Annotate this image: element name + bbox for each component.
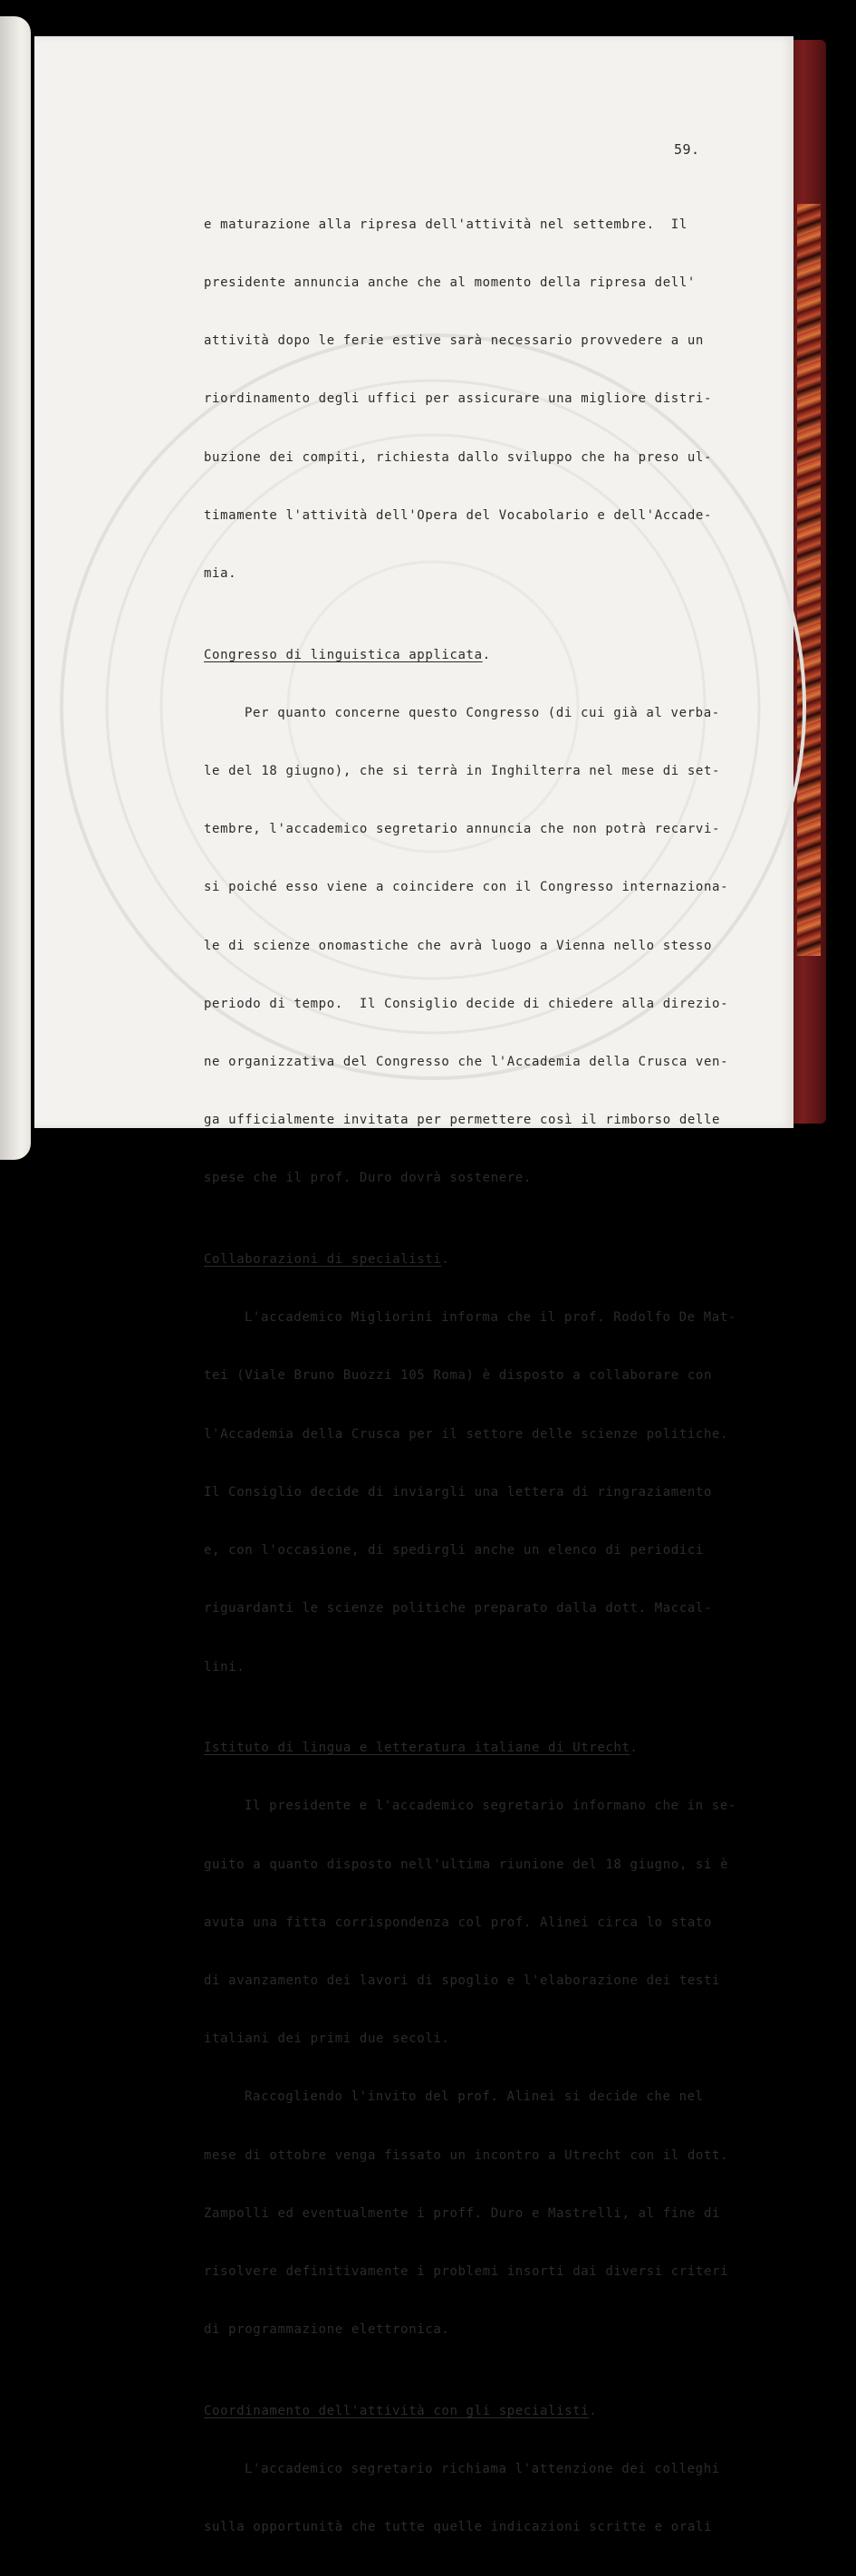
text-line: lini. xyxy=(204,1659,245,1674)
section-heading-collaborazioni: Collaborazioni di specialisti. xyxy=(204,1252,450,1268)
text-line: Il presidente e l'accademico segretario informano che in se- xyxy=(245,1799,736,1814)
text-line: ne organizzativa del Congresso che l'Accademia della Crusca ven- xyxy=(204,1055,729,1070)
text-line: si poiché esso viene a coincidere con il Congresso internaziona- xyxy=(204,880,729,895)
previous-page-edge xyxy=(0,16,31,1160)
text-line: spese che il prof. Duro dovrà sostenere. xyxy=(204,1171,532,1186)
text-line: italiani dei primi due secoli. xyxy=(204,2031,450,2047)
text-line: presidente annuncia anche che al momento della ripresa dell' xyxy=(204,275,696,291)
text-line: Il Consiglio decide di inviargli una lettera di ringraziamento xyxy=(204,1484,713,1500)
text-line: Zampolli ed eventualmente i proff. Duro e Mastrelli, al fine di xyxy=(204,2205,721,2221)
text-line: avuta una fitta corrispondenza col prof. Alinei circa lo stato xyxy=(204,1915,713,1930)
text-line: buzione dei compiti, richiesta dallo sviluppo che ha preso ul- xyxy=(204,449,713,465)
marbled-endpaper xyxy=(797,204,821,956)
text-line: l'Accademia della Crusca per il settore delle scienze politiche. xyxy=(204,1426,729,1442)
section-heading-istituto: Istituto di lingua e letteratura italiane di Utrecht. xyxy=(204,1741,639,1756)
text-line: tembre, l'accademico segretario annuncia che non potrà recarvi- xyxy=(204,822,721,837)
text-line: risolvere definitivamente i problemi insorti dai diversi criteri xyxy=(204,2263,729,2279)
text-line: L'accademico Migliorini informa che il prof. Rodolfo De Mat- xyxy=(245,1310,736,1326)
typewritten-text xyxy=(204,177,736,2576)
text-line: mese di ottobre venga fissato un incontro a Utrecht con il dott. xyxy=(204,2147,729,2163)
text-line: le di scienze onomastiche che avrà luogo a Vienna nello stesso xyxy=(204,938,713,953)
text-line: di programmazione elettronica. xyxy=(204,2322,450,2338)
text-line: riordinamento degli uffici per assicurare una migliore distri- xyxy=(204,391,713,407)
text-line: Per quanto concerne questo Congresso (di cui già al verba- xyxy=(245,705,720,720)
text-line: ga ufficialmente invitata per permettere così il rimborso delle xyxy=(204,1113,721,1128)
text-line: guito a quanto disposto nell'ultima riunione del 18 giugno, si è xyxy=(204,1857,729,1872)
text-line: di avanzamento dei lavori di spoglio e l'elaborazione dei testi xyxy=(204,1973,721,1988)
text-line: attività dopo le ferie estive sarà necessario provvedere a un xyxy=(204,333,704,349)
text-line: le del 18 giugno), che si terrà in Inghilterra nel mese di set- xyxy=(204,764,721,779)
text-line: periodo di tempo. Il Consiglio decide di chiedere alla direzio- xyxy=(204,996,729,1011)
section-heading-congresso: Congresso di linguistica applicata. xyxy=(204,647,491,662)
document-page xyxy=(34,36,793,2535)
text-line: Raccogliendo l'invito del prof. Alinei si decide che nel xyxy=(245,2089,704,2105)
page-number: 59. xyxy=(674,141,700,158)
text-line: e, con l'occasione, di spedirgli anche un elenco di periodici xyxy=(204,1543,704,1558)
text-line: riguardanti le scienze politiche preparato dalla dott. Maccal- xyxy=(204,1601,713,1616)
text-line: tei (Viale Bruno Buozzi 105 Roma) è disposto a collaborare con xyxy=(204,1368,713,1384)
text-line: L'accademico segretario richiama l'attenzione dei colleghi xyxy=(245,2461,720,2476)
section-heading-coordinamento: Coordinamento dell'attività con gli specialisti. xyxy=(204,2403,598,2418)
text-line: timamente l'attività dell'Opera del Vocabolario e dell'Accade- xyxy=(204,507,713,523)
text-line: sulla opportunità che tutte quelle indicazioni scritte e orali xyxy=(204,2520,713,2535)
text-line: mia. xyxy=(204,566,237,582)
text-line: e maturazione alla ripresa dell'attività nel settembre. Il xyxy=(204,217,688,232)
